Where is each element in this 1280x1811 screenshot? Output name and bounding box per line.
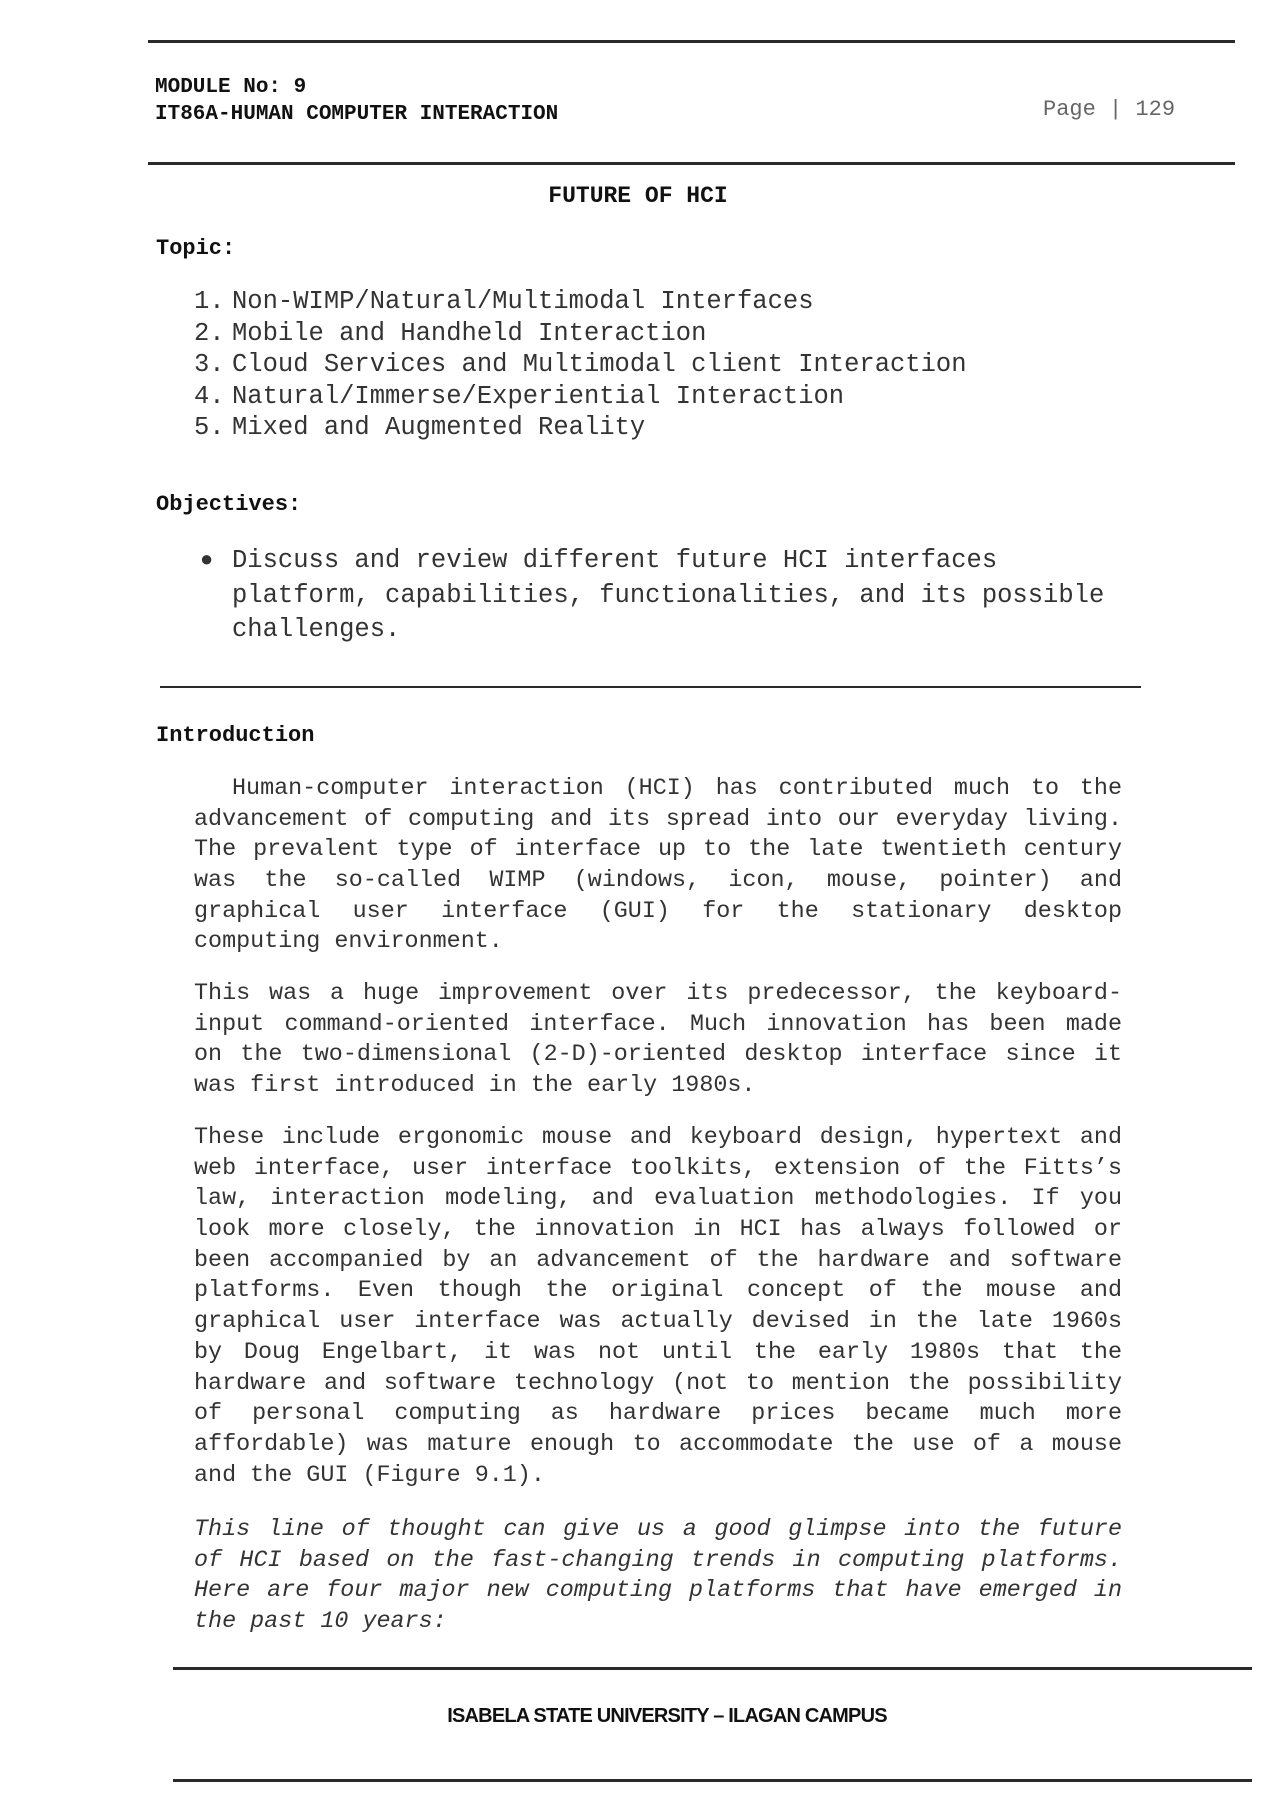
topic-item-number: 1. — [194, 287, 225, 316]
paragraph-line: graphical user interface (GUI) for the stationary desktop — [194, 898, 1122, 925]
paragraph-line: affordable) was mature enough to accommodate the use of a mouse — [194, 1431, 1122, 1458]
paragraph-line: graphical user interface was actually devised in the late 1960s — [194, 1309, 1122, 1336]
objective-item — [200, 544, 1104, 648]
paragraph-line: The prevalent type of interface up to the late twentieth century — [194, 837, 1122, 864]
paragraph-line: web interface, user interface toolkits, extension of the Fitts’s — [194, 1155, 1122, 1182]
topic-item-number: 4. — [194, 381, 225, 411]
paragraph-line: was first introduced in the early 1980s. — [194, 1073, 756, 1100]
paragraph-line: This line of thought can give us a good glimpse into the future — [194, 1517, 1122, 1543]
topic-item-number: 3. — [194, 350, 225, 379]
intro-paragraph-1 — [194, 774, 1122, 958]
section-divider — [160, 686, 1141, 688]
intro-paragraph-2 — [194, 979, 1122, 1102]
topic-item-number: 2. — [194, 318, 225, 348]
module-header — [155, 74, 558, 128]
footer-top-rule — [173, 1667, 1252, 1670]
paragraph-line: been accompanied by an advancement of the hardware and software — [194, 1247, 1122, 1274]
module-number: MODULE No: 9 — [155, 76, 307, 99]
paragraph-line: hardware and software technology (not to mention the possibility — [194, 1370, 1122, 1397]
topic-item — [194, 412, 967, 444]
paragraph-line: look more closely, the innovation in HCI has always followed or — [194, 1217, 1122, 1244]
paragraph-line: by Doug Engelbart, it was not until the early 1980s that the — [194, 1339, 1122, 1366]
intro-paragraph-4 — [194, 1515, 1122, 1638]
topic-item — [194, 286, 967, 318]
header-bottom-rule — [148, 162, 1235, 165]
paragraph-line: platforms. Even though the original concept of the mouse and — [194, 1278, 1122, 1305]
paragraph-line: of personal computing as hardware prices became much more — [194, 1401, 1122, 1428]
topic-item-text: Mixed and Augmented Reality — [232, 413, 646, 442]
topic-item-number: 5. — [194, 413, 225, 442]
paragraph-line: law, interaction modeling, and evaluation methodologies. If you — [194, 1186, 1122, 1213]
paragraph-line: was the so-called WIMP (windows, icon, mouse, pointer) and — [194, 868, 1122, 895]
footer-institution: ISABELA STATE UNIVERSITY – ILAGAN CAMPUS — [447, 1705, 887, 1727]
topic-item — [194, 318, 967, 350]
page-title: FUTURE OF HCI — [548, 183, 728, 209]
topic-item-text: Natural/Immerse/Experiential Interaction — [232, 381, 845, 411]
bullet-icon: ● — [200, 548, 214, 573]
paragraph-line: input command-oriented interface. Much innovation has been made — [194, 1011, 1122, 1038]
header-top-rule — [148, 40, 1235, 43]
paragraph-line: Human-computer interaction (HCI) has contributed much to the — [232, 776, 1122, 802]
topic-label: Topic: — [156, 236, 236, 261]
objective-line: Discuss and review different future HCI interfaces — [232, 546, 998, 575]
topic-item-text: Non-WIMP/Natural/Multimodal Interfaces — [232, 287, 814, 316]
course-title: IT86A-HUMAN COMPUTER INTERACTION — [155, 103, 559, 126]
footer-bottom-rule — [173, 1779, 1252, 1782]
page-number: Page | 129 — [1043, 97, 1176, 122]
paragraph-line: on the two-dimensional (2-D)-oriented desktop interface since it — [194, 1042, 1122, 1069]
paragraph-line: advancement of computing and its spread into our everyday living. — [194, 806, 1122, 833]
topic-item — [194, 381, 967, 413]
topic-item-text: Cloud Services and Multimodal client Interaction — [232, 350, 967, 379]
paragraph-line: These include ergonomic mouse and keyboard design, hypertext and — [194, 1125, 1122, 1151]
paragraph-line: the past 10 years: — [194, 1609, 447, 1636]
intro-paragraph-3 — [194, 1123, 1122, 1491]
introduction-heading: Introduction — [156, 723, 315, 748]
paragraph-line: and the GUI (Figure 9.1). — [194, 1462, 545, 1489]
topic-item-text: Mobile and Handheld Interaction — [232, 318, 707, 348]
topic-item — [194, 349, 967, 381]
paragraph-line: This was a huge improvement over its predecessor, the keyboard- — [194, 981, 1122, 1007]
topic-list — [194, 286, 967, 444]
objective-line: platform, capabilities, functionalities, and its possible — [232, 580, 1105, 610]
objectives-label: Objectives: — [156, 492, 302, 517]
objective-line: challenges. — [232, 615, 401, 644]
paragraph-line: computing environment. — [194, 929, 503, 956]
paragraph-line: Here are four major new computing platforms that have emerged in — [194, 1578, 1122, 1605]
paragraph-line: of HCI based on the fast-changing trends in computing platforms. — [194, 1547, 1122, 1574]
